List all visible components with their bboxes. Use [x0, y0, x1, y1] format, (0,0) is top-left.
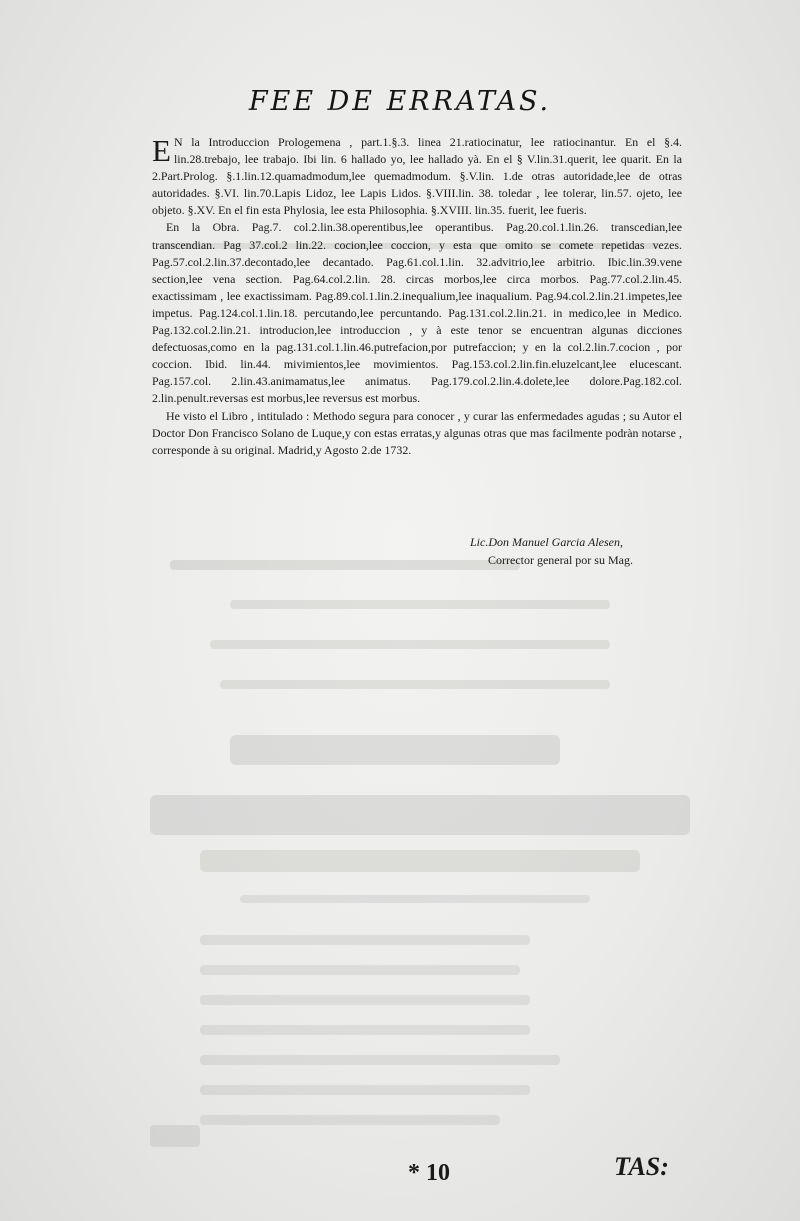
errata-paragraph-obra: En la Obra. Pag.7. col.2.lin.38.operentibus,lee operantibus. Pag.20.col.1.lin.26. transcedian,lee transcendian. Pag 37.col.2 lin.22. cocion,lee coccion, y esta que omito se comete repetidas vezes. Pag.57.col.2.lin.37.decontado,lee decantado. Pag.61.col.1.lin. 32.advitrio,lee arbitrio. Ibic.lin.39.vene section,lee vena section. Pag.64.col.2.lin. 28. circas morbos,lee circa morbos. Pag.77.col.2.lin.45. exactissimam , lee exactissimam. Pag.89.col.1.lin.2.inequalium,lee inaqualium. Pag.94.col.2.lin.21.impetes,lee impetus. Pag.124.col.1.lin.18. percutando,lee percuntando. Pag.131.col.2.lin.21. in medico,lee in Medico. Pag.132.col.2.lin.21. introducion,lee introduccion , y à este tenor se encuentran algunas dicciones defectuosas,como en la pag.131.col.1.lin.46.putrefacion,por putrefaccion; y en la col.2.lin.7.cocion , por coccion. Ibid. lin.44. mivimientos,lee movimientos. Pag.153.col.2.lin.fin.eluzelcant,lee elucescant. Pag.157.col. 2.lin.43.animamatus,lee animatus. Pag.179.col.2.lin.4.dolete,lee dolore.Pag.182.col. 2.lin.penult.reversas est morbus,lee reversus est morbus.: [152, 220, 682, 406]
paragraph-text: N la Introduccion Prologemena , part.1.§.3. linea 21.ratiocinatur, lee ratiocinantur. En el §.4. lin.28.trebajo, lee trabajo. Ibi lin. 6 hallado yo, lee hallado yà. En el § V.lin.31.querit, lee quarit. En la 2.Part.Prolog. §.1.lin.12.quamadmodum,lee quemadmodum. §.V.lin. 1.de otras autoridade,lee de otras autoridades. §.VI. lin.70.Lapis Lidoz, lee Lapis Lidos. §.VIII.lin. 38. toledar , lee tolerar, lin.57. ojeto, lee objeto. §.XV. En el fin esta Phylosia, lee esta Philosophia. §.XVIII. lin.35. fuerit, lee fueris.: [152, 135, 682, 218]
signature-name: Lic.Don Manuel Garcia Alesen,: [470, 535, 623, 549]
signature-title: Corrector general por su Mag.: [488, 553, 633, 567]
errata-paragraph-intro: [152, 134, 682, 219]
catchword: TAS:: [614, 1152, 669, 1181]
signature-block: [470, 533, 685, 569]
folio-mark: * 10: [408, 1160, 450, 1186]
approval-paragraph: He visto el Libro , intitulado : Methodo segura para conocer , y curar las enfermedades agudas ; su Autor el Doctor Don Francisco Solano de Luque,y con estas erratas,y algunas otras que mas facilmente podràn notarse , corresponde à su original. Madrid,y Agosto 2.de 1732.: [152, 408, 682, 457]
errata-body: [152, 134, 682, 459]
page-title: FEE DE ERRATAS.: [248, 86, 552, 117]
drop-cap: E: [152, 133, 171, 168]
